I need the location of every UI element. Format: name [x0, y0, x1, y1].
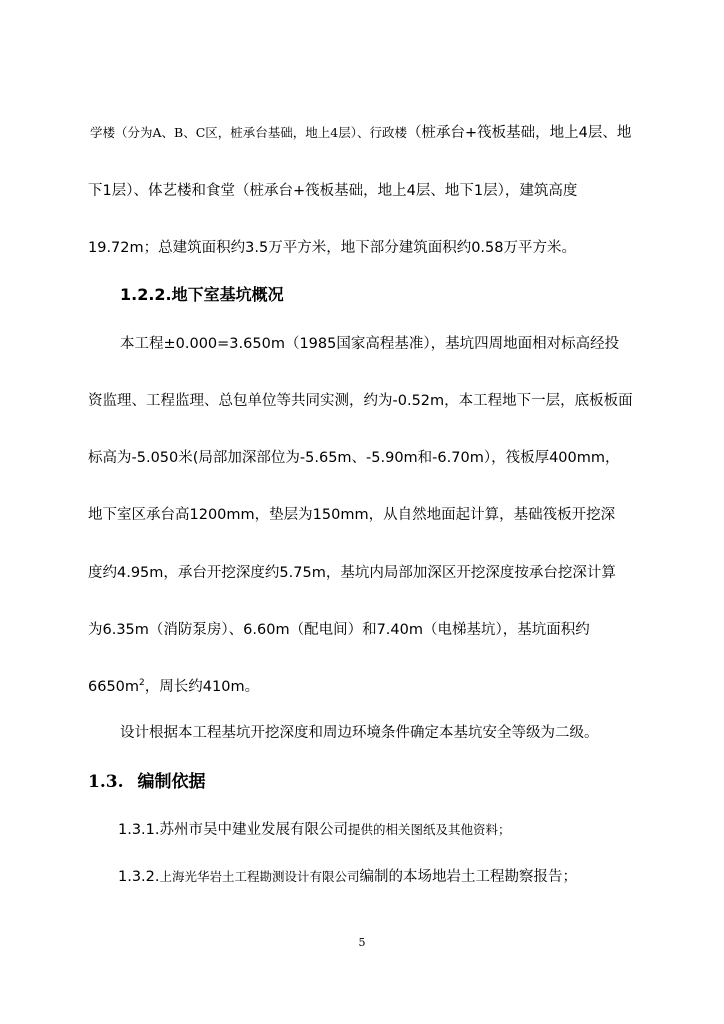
item-1-3-2-rest: 编制的本场地岩土工程勘察报告； [359, 869, 578, 885]
page-number: 5 [358, 936, 366, 949]
paragraph-2-line-7 [0, 677, 724, 697]
item-1-3-1-number-org: 1.3.1.苏州市吴中建业发展有限公司 [118, 822, 349, 838]
paragraph-3: 设计根据本工程基坑开挖深度和周边环境条件确定本基坑安全等级为二级。 [120, 725, 599, 741]
paragraph-1-line-2: 下1层）、体艺楼和食堂（桩承台+筏板基础，地上4层、地下1层），建筑高度 [88, 183, 578, 199]
item-1-3-1-rest: 提供的相关图纸及其他资料； [348, 822, 511, 837]
paragraph-1-line-1-serif: 学楼（分为A、B、C区，桩承台基础，地上4层）、行政楼 [90, 125, 407, 140]
paragraph-2-line-4: 地下室区承台高1200mm，垫层为150mm，从自然地面起计算，基础筏板开挖深 [88, 507, 616, 523]
section-1-2-2-heading [0, 285, 724, 305]
section-1-2-2-number: 1.2.2. [120, 285, 172, 304]
area-unit-superscript: 2 [139, 678, 145, 689]
section-1-3-title: 编制依据 [137, 772, 206, 792]
area-value: 6650m [88, 679, 140, 695]
paragraph-1-line-1-rest: （桩承台+筏板基础，地上4层、地 [406, 125, 632, 141]
perimeter-text: ，周长约410m。 [144, 679, 260, 695]
item-1-3-2-number: 1.3.2. [118, 869, 160, 885]
item-1-3-2 [0, 867, 724, 887]
paragraph-1-line-1 [0, 123, 724, 143]
section-1-2-2-title: 地下室基坑概况 [171, 285, 284, 304]
paragraph-2-line-5: 度约4.95m，承台开挖深度约5.75m，基坑内局部加深区开挖深度按承台挖深计算 [88, 565, 616, 581]
section-1-3-heading [0, 772, 724, 792]
paragraph-1-line-3: 19.72m；总建筑面积约3.5万平方米，地下部分建筑面积约0.58万平方米。 [88, 240, 576, 256]
paragraph-2-line-6: 为6.35m（消防泵房）、6.60m（配电间）和7.40m（电梯基坑），基坑面积约 [88, 622, 590, 638]
item-1-3-1 [0, 820, 724, 840]
paragraph-2-line-3: 标高为-5.050米(局部加深部位为-5.65m、-5.90m和-6.70m），筏板厚400mm， [88, 450, 620, 466]
item-1-3-2-org: 上海光华岩土工程勘测设计有限公司 [159, 869, 360, 884]
paragraph-2-line-2: 资监理、工程监理、总包单位等共同实测，约为-0.52m，本工程地下一层，底板板面 [88, 393, 633, 409]
paragraph-2-line-1: 本工程±0.000=3.650m（1985国家高程基准），基坑四周地面相对标高经投 [120, 336, 620, 352]
section-1-3-number: 1.3. [88, 772, 124, 792]
